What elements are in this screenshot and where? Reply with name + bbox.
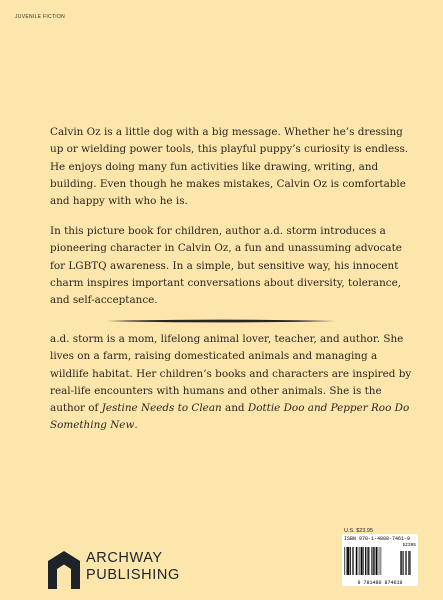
publisher-logo [46, 549, 180, 591]
category-label: JUVENILE FICTION [15, 14, 66, 20]
publisher-name-line1: ARCHWAY [86, 550, 163, 566]
description-paragraph-2: In this picture book for children, author a.d. storm introduces a pioneering character in Calvin Oz, a fun and unassuming advocate for LGBTQ awareness. In a simple, but sensitive way, his innocent charm inspires important conversations about diversity, tolerance, and self-acceptance. [50, 225, 402, 307]
author-bio-text: a.d. storm is a mom, lifelong animal lover, teacher, and author. She lives on a farm, raising domesticated animals and managing a wildlife habitat. Her children’s books and characters are inspired by real-life encounters with humans and other animals. She is the author of [50, 333, 412, 415]
isbn-number: ISBN 978-1-4808-7461-9 [344, 536, 411, 542]
archway-icon [46, 549, 82, 589]
barcode-image [344, 543, 416, 579]
publisher-name [86, 550, 180, 584]
author-bio-end: . [134, 419, 138, 432]
author-bio [50, 331, 418, 435]
barcode-box [342, 534, 418, 586]
barcode-number: 9 781480 874619 [357, 580, 403, 586]
ornamental-divider [107, 317, 335, 325]
book-title-1: Jestine Needs to Clean [101, 402, 222, 415]
price-code: 52395 [402, 543, 416, 548]
isbn-text [344, 536, 410, 542]
description-paragraph-1: Calvin Oz is a little dog with a big message. Whether he’s dressing up or wielding power tools, this playful puppy’s curiosity is endless. He enjoys doing many fun activities like drawing, writing, and building. Even though he makes mistakes, Calvin Oz is comfortable and happy with who he is. [50, 126, 409, 208]
book-title-2: Dottie Doo and Pepper Roo Do Something New [50, 402, 410, 432]
author-bio-conjunction: and [225, 402, 245, 415]
publisher-name-line2: PUBLISHING [86, 567, 180, 583]
price-label: U.S. $23.95 [344, 528, 374, 534]
